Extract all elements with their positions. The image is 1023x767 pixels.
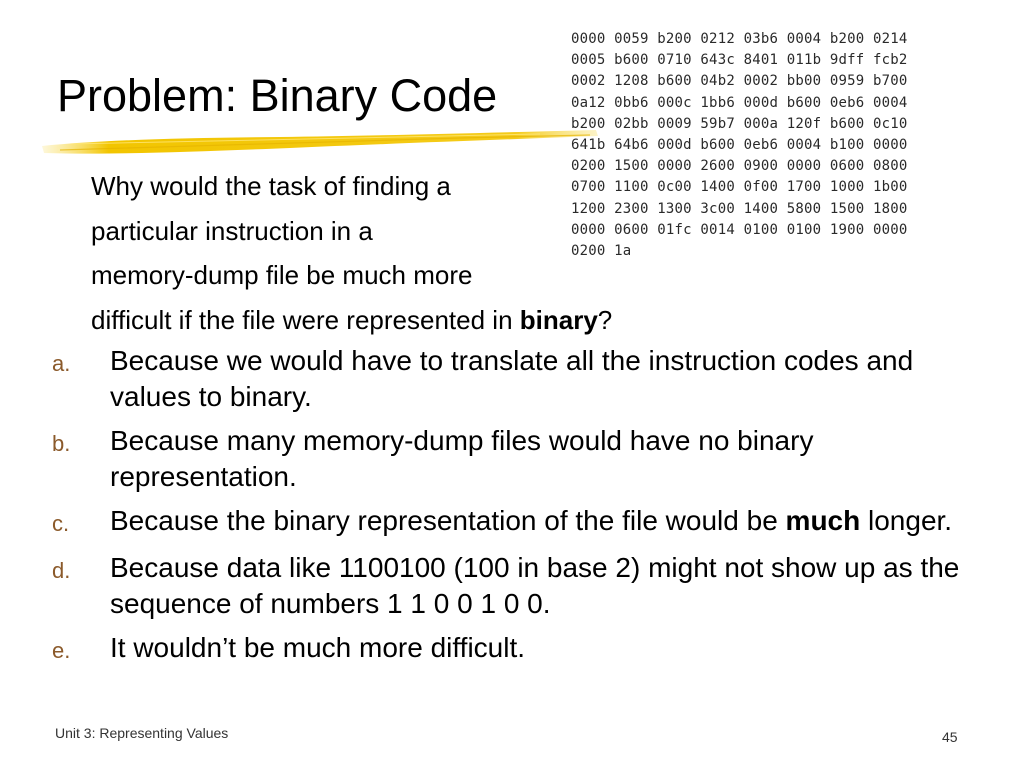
answer-text: Because many memory-dump files would have no binary representation. bbox=[110, 425, 814, 492]
question-text bbox=[91, 164, 612, 342]
answer-list bbox=[52, 343, 992, 677]
answer-option-b bbox=[52, 423, 992, 495]
answer-text-part: Because the binary representation of the file would be bbox=[110, 505, 786, 536]
hex-row: 0005 b600 0710 643c 8401 011b 9dff fcb2 bbox=[571, 52, 908, 69]
hex-row: 0200 1a bbox=[571, 242, 632, 259]
slide-title: Problem: Binary Code bbox=[57, 70, 498, 121]
question-line: Why would the task of finding a bbox=[91, 171, 451, 201]
answer-option-d bbox=[52, 550, 992, 622]
question-line: particular instruction in a bbox=[91, 215, 373, 246]
answer-text: Because data like 1100100 (100 in base 2) might not show up as the sequence of numbers 1 1 0 0 1 0 0. bbox=[110, 552, 960, 619]
question-line: memory-dump file be much more bbox=[91, 260, 473, 290]
answer-letter: d. bbox=[52, 558, 71, 583]
answer-letter: e. bbox=[52, 638, 71, 663]
question-line-text: difficult if the file were represented in bbox=[91, 304, 520, 335]
hex-row: 0000 0600 01fc 0014 0100 0100 1900 0000 bbox=[571, 221, 908, 238]
answer-text: Because we would have to translate all the instruction codes and values to binary. bbox=[110, 345, 914, 412]
page-number: 45 bbox=[942, 729, 958, 745]
memory-dump-hex-listing bbox=[571, 29, 908, 262]
hex-row: 0a12 0bb6 000c 1bb6 000d b600 0eb6 0004 bbox=[571, 94, 908, 111]
hex-row: 0002 1208 b600 04b2 0002 bb00 0959 b700 bbox=[571, 73, 908, 90]
answer-text: It wouldn’t be much more difficult. bbox=[110, 632, 526, 663]
hex-row: 1200 2300 1300 3c00 1400 5800 1500 1800 bbox=[571, 200, 908, 217]
answer-bold-word: much bbox=[785, 505, 861, 536]
footer-unit-label: Unit 3: Representing Values bbox=[55, 725, 229, 741]
answer-option-e bbox=[52, 630, 992, 669]
hex-row: 0700 1100 0c00 1400 0f00 1700 1000 1b00 bbox=[571, 179, 908, 196]
hex-row: 641b 64b6 000d b600 0eb6 0004 b100 0000 bbox=[571, 136, 908, 153]
question-bold-word: binary bbox=[519, 304, 598, 335]
answer-option-a bbox=[52, 343, 992, 415]
question-mark: ? bbox=[597, 304, 613, 335]
answer-letter: a. bbox=[52, 351, 71, 376]
answer-letter: b. bbox=[52, 431, 71, 456]
hex-row: b200 02bb 0009 59b7 000a 120f b600 0c10 bbox=[571, 115, 908, 132]
answer-text bbox=[110, 503, 992, 542]
answer-text-part: longer. bbox=[860, 505, 953, 536]
answer-letter: c. bbox=[52, 511, 70, 536]
answer-option-c bbox=[52, 503, 992, 542]
title-underline-brushstroke bbox=[40, 128, 600, 162]
question-line bbox=[91, 298, 612, 343]
hex-row: 0000 0059 b200 0212 03b6 0004 b200 0214 bbox=[571, 31, 908, 47]
hex-row: 0200 1500 0000 2600 0900 0000 0600 0800 bbox=[571, 158, 908, 175]
